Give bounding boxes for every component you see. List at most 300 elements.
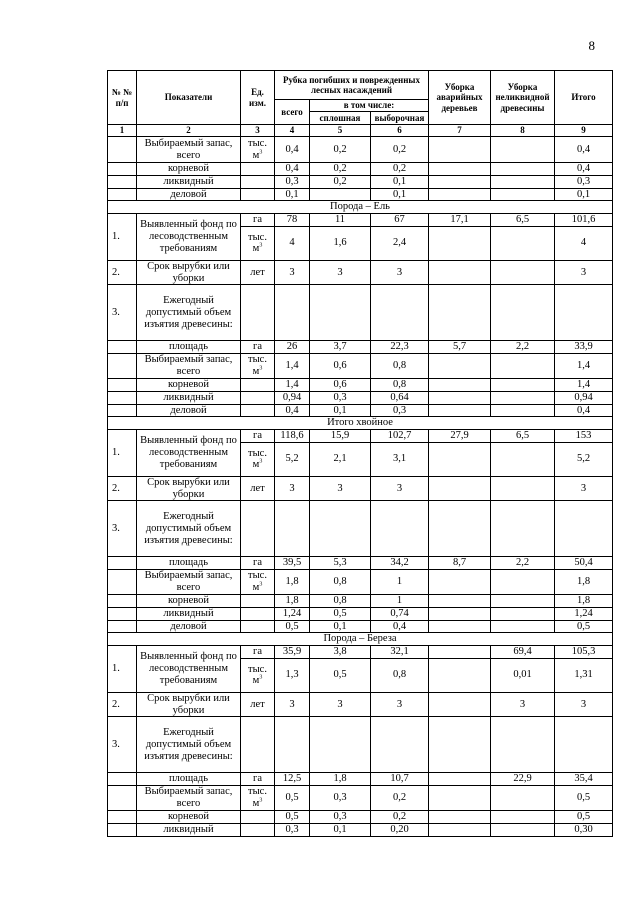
empty-cell [555,501,613,557]
value-cell [429,658,491,692]
row-num: 2. [108,476,137,501]
empty-cell [371,285,429,341]
value-cell: 8,7 [429,557,491,570]
unit-cell: лет [241,260,275,285]
table-row [108,404,613,417]
value-cell: 6,5 [491,214,555,227]
empty-cell [491,285,555,341]
label-liquid: ликвидный [137,607,241,620]
label-root: корневой [137,595,241,608]
table-row [108,137,613,163]
unit-cell [241,175,275,188]
value-cell [429,226,491,260]
value-cell [491,823,555,836]
value-cell: 0,3 [310,391,371,404]
unit-m: м [252,798,260,809]
table-row [108,607,613,620]
value-cell [491,226,555,260]
value-cell: 3 [310,692,371,717]
label-annual: Ежегодный допустимый объем изъятия древесины: [137,501,241,557]
value-cell: 0,3 [555,175,613,188]
value-cell: 1,31 [555,658,613,692]
header-felling-group: Рубка погибших и поврежденных лесных насаждений [275,71,429,100]
value-cell: 0,4 [555,163,613,176]
unit-cell [241,620,275,633]
unit-ths: тыс. [248,354,267,366]
value-cell: 0,8 [371,354,429,379]
row-num: 3. [108,717,137,773]
value-cell [491,354,555,379]
row-num-cell [108,175,137,188]
value-cell: 1,24 [275,607,310,620]
row-num: 1. [108,430,137,477]
table-row [108,823,613,836]
value-cell: 0,5 [310,658,371,692]
label-term: Срок вырубки или уборки [137,260,241,285]
value-cell: 0,2 [371,137,429,163]
value-cell [491,404,555,417]
value-cell: 0,8 [310,595,371,608]
row-num-cell [108,341,137,354]
value-cell: 1,8 [275,595,310,608]
unit-ths: тыс. [248,570,267,582]
header-clear: сплошная [310,112,371,125]
value-cell: 1,4 [275,354,310,379]
header-indicators: Показатели [137,71,241,125]
value-cell: 1,8 [275,570,310,595]
value-cell: 39,5 [275,557,310,570]
value-cell [491,260,555,285]
colnum-cell: 3 [241,125,275,137]
value-cell: 3 [310,476,371,501]
value-cell: 5,2 [555,442,613,476]
label-term: Срок вырубки или уборки [137,692,241,717]
value-cell [491,570,555,595]
value-cell: 0,3 [310,811,371,824]
unit-cell [241,188,275,201]
value-cell: 0,1 [310,823,371,836]
value-cell: 35,9 [275,646,310,659]
unit-m: м [252,243,260,255]
empty-cell [310,285,371,341]
value-cell: 12,5 [275,773,310,786]
row-num: 2. [108,692,137,717]
value-cell [429,163,491,176]
value-cell: 0,1 [371,188,429,201]
header-emergency: Уборка аварийных деревьев [429,71,491,125]
empty-cell [429,717,491,773]
value-cell: 69,4 [491,646,555,659]
value-cell [429,786,491,811]
unit-cell [241,570,275,595]
value-cell [310,188,371,201]
table-row [108,786,613,811]
value-cell: 1,3 [275,658,310,692]
table-row [108,476,613,501]
header-illiquid: Уборка неликвидной древесины [491,71,555,125]
unit-cell [241,607,275,620]
unit-cell [241,163,275,176]
table-row [108,620,613,633]
value-cell: 17,1 [429,214,491,227]
table-row [108,260,613,285]
value-cell: 1,24 [555,607,613,620]
value-cell: 0,4 [555,404,613,417]
value-cell: 0,4 [371,620,429,633]
value-cell: 4 [555,226,613,260]
label-liquid: ликвидный [137,391,241,404]
colnum-cell: 1 [108,125,137,137]
empty-cell [275,501,310,557]
value-cell: 0,2 [310,163,371,176]
value-cell [429,476,491,501]
unit-cell: га [241,430,275,443]
value-cell: 0,2 [310,137,371,163]
empty-cell [371,501,429,557]
value-cell: 0,8 [371,658,429,692]
value-cell: 0,4 [555,137,613,163]
empty-cell [310,717,371,773]
unit-cube-sup: 3 [259,674,263,681]
empty-cell [275,717,310,773]
value-cell: 1,8 [310,773,371,786]
value-cell: 101,6 [555,214,613,227]
row-num-cell [108,188,137,201]
value-cell: 3 [275,692,310,717]
value-cell: 0,1 [310,404,371,417]
value-cell: 0,20 [371,823,429,836]
value-cell: 1,4 [275,379,310,392]
value-cell: 0,5 [555,786,613,811]
value-cell [491,175,555,188]
header-incl: в том числе: [310,100,429,112]
unit-cell [241,595,275,608]
value-cell: 27,9 [429,430,491,443]
empty-cell [310,501,371,557]
value-cell: 3 [371,260,429,285]
unit-cell [241,442,275,476]
unit-cell [241,811,275,824]
unit-cell: га [241,557,275,570]
value-cell [491,391,555,404]
value-cell: 0,5 [310,607,371,620]
table-row [108,430,613,443]
value-cell: 5,3 [310,557,371,570]
empty-cell [491,501,555,557]
value-cell: 1,6 [310,226,371,260]
table-row [108,773,613,786]
label-business: деловой [137,404,241,417]
label-root: корневой [137,163,241,176]
value-cell [491,476,555,501]
value-cell: 2,4 [371,226,429,260]
value-cell: 3,1 [371,442,429,476]
value-cell: 0,1 [555,188,613,201]
row-num-cell [108,595,137,608]
value-cell: 3 [491,692,555,717]
header-unit: Ед. изм. [241,71,275,125]
table-row [108,354,613,379]
table-row [108,692,613,717]
value-cell: 118,6 [275,430,310,443]
value-cell: 50,4 [555,557,613,570]
unit-cell: га [241,773,275,786]
colnum-cell: 5 [310,125,371,137]
unit-cell: га [241,214,275,227]
label-area: площадь [137,557,241,570]
colnum-cell: 7 [429,125,491,137]
unit-ths: тыс. [248,447,267,459]
empty-cell [241,717,275,773]
unit-cell [241,658,275,692]
label-stock: Выбираемый запас, всего [137,354,241,379]
value-cell: 0,01 [491,658,555,692]
label-stock: Выбираемый запас, всего [137,570,241,595]
unit-cell [241,823,275,836]
table-row [108,285,613,341]
table-row [108,595,613,608]
forest-felling-table [107,70,613,837]
value-cell [491,379,555,392]
label-fund: Выявленный фонд по лесоводственным требованиям [137,214,241,261]
value-cell: 33,9 [555,341,613,354]
value-cell: 3 [555,260,613,285]
row-num-cell [108,773,137,786]
empty-cell [241,285,275,341]
value-cell: 6,5 [491,430,555,443]
value-cell: 0,94 [555,391,613,404]
label-stock: Выбираемый запас, всего [137,137,241,163]
value-cell: 11 [310,214,371,227]
table-row [108,646,613,659]
label-liquid: ликвидный [137,823,241,836]
value-cell: 3 [555,692,613,717]
row-num-cell [108,379,137,392]
value-cell: 0,4 [275,137,310,163]
row-num-cell [108,137,137,163]
value-cell [491,442,555,476]
value-cell: 0,5 [275,620,310,633]
section-title: Порода – Береза [108,633,613,646]
value-cell [429,391,491,404]
value-cell: 0,8 [310,570,371,595]
value-cell [491,786,555,811]
label-liquid: ликвидный [137,175,241,188]
table-row [108,633,613,646]
colnum-cell: 2 [137,125,241,137]
colnum-cell: 9 [555,125,613,137]
row-num-cell [108,404,137,417]
value-cell: 0,1 [310,620,371,633]
label-area: площадь [137,341,241,354]
label-fund: Выявленный фонд по лесоводственным требованиям [137,646,241,693]
value-cell: 0,6 [310,379,371,392]
value-cell: 3 [275,476,310,501]
label-business: деловой [137,188,241,201]
unit-ths: тыс. [248,786,267,798]
value-cell [429,188,491,201]
value-cell: 22,3 [371,341,429,354]
unit-cell [241,391,275,404]
table-row [108,417,613,430]
unit-cell [241,379,275,392]
column-numbers-row [108,125,613,137]
value-cell: 0,5 [275,786,310,811]
value-cell: 15,9 [310,430,371,443]
value-cell [429,811,491,824]
value-cell [429,137,491,163]
empty-cell [555,717,613,773]
value-cell: 35,4 [555,773,613,786]
value-cell [429,823,491,836]
value-cell [429,379,491,392]
row-num-cell [108,570,137,595]
value-cell: 0,30 [555,823,613,836]
unit-m: м [252,675,260,687]
row-num: 1. [108,646,137,693]
label-annual: Ежегодный допустимый объем изъятия древесины: [137,285,241,341]
row-num-cell [108,163,137,176]
unit-cube-sup: 3 [259,581,263,588]
unit-cell [241,354,275,379]
row-num-cell [108,354,137,379]
empty-cell [275,285,310,341]
table-row [108,379,613,392]
row-num-cell [108,391,137,404]
value-cell: 2,1 [310,442,371,476]
row-num-cell [108,607,137,620]
page-number: 8 [588,38,595,53]
table-row [108,501,613,557]
value-cell: 0,74 [371,607,429,620]
value-cell: 3 [275,260,310,285]
value-cell [429,260,491,285]
value-cell: 10,7 [371,773,429,786]
row-num: 2. [108,260,137,285]
unit-m: м [252,149,260,161]
header-selective: выборочная [371,112,429,125]
unit-cube-sup: 3 [259,242,263,249]
value-cell: 0,4 [275,163,310,176]
row-num-cell [108,823,137,836]
label-annual: Ежегодный допустимый объем изъятия древесины: [137,717,241,773]
header-total: всего [275,100,310,125]
table-row [108,163,613,176]
value-cell [429,773,491,786]
table-row [108,717,613,773]
value-cell [491,811,555,824]
label-business: деловой [137,620,241,633]
unit-cell: лет [241,476,275,501]
value-cell: 105,3 [555,646,613,659]
value-cell [429,175,491,188]
colnum-cell: 6 [371,125,429,137]
row-num: 1. [108,214,137,261]
value-cell: 0,2 [371,163,429,176]
label-term: Срок вырубки или уборки [137,476,241,501]
value-cell: 3 [371,692,429,717]
value-cell: 0,3 [275,823,310,836]
value-cell: 0,8 [371,379,429,392]
value-cell [429,354,491,379]
value-cell: 5,7 [429,341,491,354]
label-fund: Выявленный фонд по лесоводственным требованиям [137,430,241,477]
unit-cell: га [241,341,275,354]
table-row [108,214,613,227]
header-num: № № п/п [108,71,137,125]
value-cell: 0,2 [310,175,371,188]
unit-ths: тыс. [248,137,267,149]
value-cell: 3 [371,476,429,501]
value-cell: 34,2 [371,557,429,570]
value-cell: 3 [555,476,613,501]
empty-cell [241,501,275,557]
value-cell: 0,64 [371,391,429,404]
value-cell: 0,3 [371,404,429,417]
unit-cell [241,226,275,260]
colnum-cell: 8 [491,125,555,137]
value-cell: 0,5 [555,620,613,633]
value-cell [491,595,555,608]
value-cell: 0,6 [310,354,371,379]
value-cell [429,692,491,717]
colnum-cell: 4 [275,125,310,137]
value-cell: 32,1 [371,646,429,659]
empty-cell [371,717,429,773]
value-cell [429,607,491,620]
value-cell: 3,8 [310,646,371,659]
value-cell [429,404,491,417]
value-cell [491,188,555,201]
value-cell: 0,1 [275,188,310,201]
value-cell [491,163,555,176]
value-cell: 1,4 [555,379,613,392]
value-cell: 0,94 [275,391,310,404]
value-cell: 1,8 [555,595,613,608]
value-cell [491,607,555,620]
unit-cell [241,786,275,811]
value-cell: 0,1 [371,175,429,188]
row-num-cell [108,620,137,633]
unit-cell [241,404,275,417]
value-cell: 78 [275,214,310,227]
table-row [108,557,613,570]
value-cell: 3 [310,260,371,285]
unit-ths: тыс. [248,663,267,675]
row-num-cell [108,786,137,811]
unit-cube-sup: 3 [259,149,263,155]
row-num-cell [108,811,137,824]
unit-cube-sup: 3 [259,797,263,804]
unit-cube-sup: 3 [259,458,263,465]
value-cell: 3,7 [310,341,371,354]
value-cell: 4 [275,226,310,260]
table-row [108,341,613,354]
value-cell [429,570,491,595]
value-cell [491,620,555,633]
section-title: Порода – Ель [108,201,613,214]
value-cell: 26 [275,341,310,354]
table-row [108,570,613,595]
value-cell [429,646,491,659]
unit-cell: лет [241,692,275,717]
value-cell: 2,2 [491,557,555,570]
table-row [108,175,613,188]
unit-cube-sup: 3 [259,365,263,372]
section-title: Итого хвойное [108,417,613,430]
label-root: корневой [137,811,241,824]
value-cell [429,595,491,608]
